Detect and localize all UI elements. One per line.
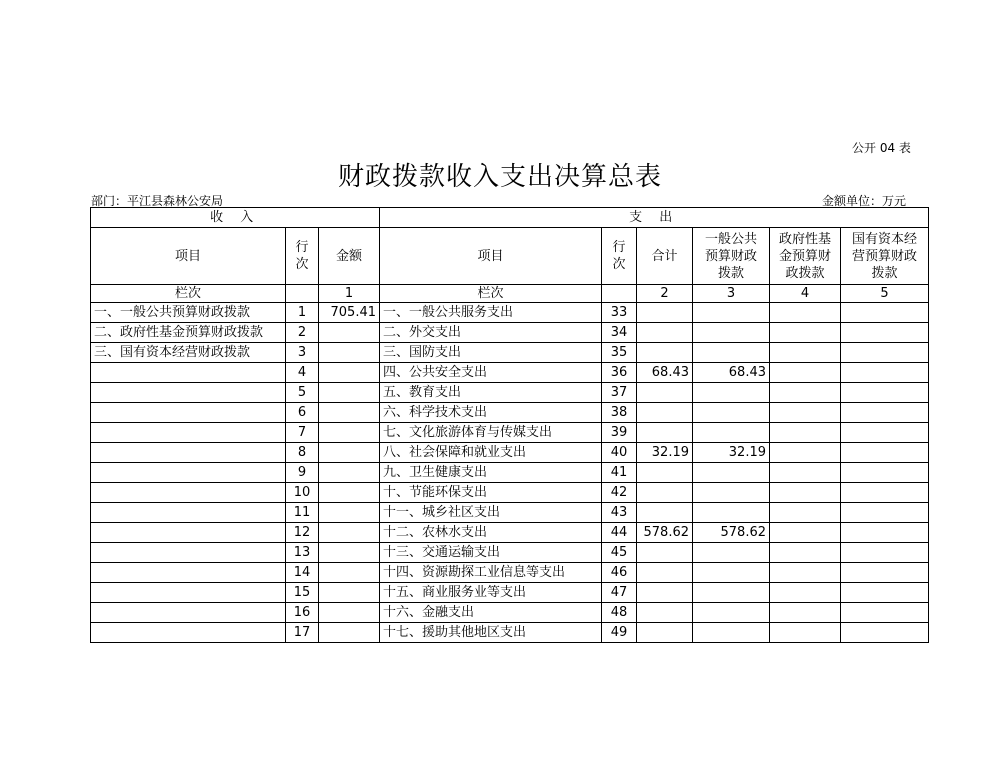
income-row-no: 15 [286, 583, 319, 603]
total-amount [637, 583, 693, 603]
state-capital-amount [841, 463, 929, 483]
page-title: 财政拨款收入支出决算总表 [337, 162, 662, 192]
expense-row-no: 33 [602, 303, 637, 323]
total-amount [637, 463, 693, 483]
expense-row-no: 47 [602, 583, 637, 603]
gov-fund-amount [770, 463, 841, 483]
gov-fund-amount [770, 603, 841, 623]
table-row [91, 483, 929, 503]
total-amount [637, 323, 693, 343]
col-num-3: 3 [693, 285, 770, 303]
gov-fund-amount [770, 423, 841, 443]
state-capital-header: 国有资本经营预算财政拨款 [841, 228, 929, 285]
income-item [91, 463, 286, 483]
expense-item: 三、国防支出 [380, 343, 602, 363]
general-budget-amount [693, 603, 770, 623]
expense-header: 支 出 [380, 208, 929, 228]
expense-row-no: 41 [602, 463, 637, 483]
state-capital-amount [841, 303, 929, 323]
total-amount [637, 403, 693, 423]
expense-row-no: 37 [602, 383, 637, 403]
table-row [91, 383, 929, 403]
income-row-no: 16 [286, 603, 319, 623]
income-row-no: 3 [286, 343, 319, 363]
income-item [91, 543, 286, 563]
income-amount [319, 423, 380, 443]
income-row-no: 6 [286, 403, 319, 423]
state-capital-amount [841, 583, 929, 603]
table-row [91, 363, 929, 383]
gov-fund-header: 政府性基金预算财政拨款 [770, 228, 841, 285]
income-row-no: 4 [286, 363, 319, 383]
gov-fund-amount [770, 543, 841, 563]
table-row [91, 323, 929, 343]
income-item [91, 503, 286, 523]
expense-row-no: 49 [602, 623, 637, 643]
column-number-row [91, 285, 929, 303]
income-row-no: 7 [286, 423, 319, 443]
income-amount [319, 343, 380, 363]
general-budget-amount [693, 563, 770, 583]
total-amount [637, 503, 693, 523]
total-amount [637, 423, 693, 443]
income-item [91, 483, 286, 503]
expense-item: 九、卫生健康支出 [380, 463, 602, 483]
income-item [91, 403, 286, 423]
income-amount [319, 443, 380, 463]
gov-fund-amount [770, 303, 841, 323]
state-capital-amount [841, 363, 929, 383]
table-row [91, 503, 929, 523]
table-body [91, 303, 929, 643]
table-row [91, 303, 929, 323]
general-budget-amount [693, 423, 770, 443]
general-budget-amount [693, 483, 770, 503]
expense-row-no-header: 行次 [602, 228, 637, 285]
income-amount [319, 403, 380, 423]
gov-fund-amount [770, 523, 841, 543]
form-number: 公开 04 表 [852, 141, 911, 155]
gov-fund-amount [770, 343, 841, 363]
gov-fund-amount [770, 403, 841, 423]
state-capital-amount [841, 543, 929, 563]
general-budget-amount [693, 463, 770, 483]
general-budget-amount [693, 323, 770, 343]
total-amount [637, 623, 693, 643]
expense-row-no: 36 [602, 363, 637, 383]
state-capital-amount [841, 523, 929, 543]
total-amount: 32.19 [637, 443, 693, 463]
gov-fund-amount [770, 383, 841, 403]
income-item: 一、一般公共预算财政拨款 [91, 303, 286, 323]
income-item [91, 423, 286, 443]
amount-header: 金额 [319, 228, 380, 285]
income-item [91, 383, 286, 403]
gov-fund-amount [770, 363, 841, 383]
total-amount [637, 603, 693, 623]
total-header: 合计 [637, 228, 693, 285]
table-row [91, 343, 929, 363]
expense-item: 七、文化旅游体育与传媒支出 [380, 423, 602, 443]
table-row [91, 623, 929, 643]
table-row [91, 523, 929, 543]
state-capital-amount [841, 383, 929, 403]
gov-fund-amount [770, 443, 841, 463]
income-item: 三、国有资本经营财政拨款 [91, 343, 286, 363]
income-amount [319, 523, 380, 543]
gov-fund-amount [770, 503, 841, 523]
state-capital-amount [841, 423, 929, 443]
expense-row-no: 35 [602, 343, 637, 363]
general-budget-amount [693, 403, 770, 423]
income-row-no: 13 [286, 543, 319, 563]
income-item [91, 583, 286, 603]
state-capital-amount [841, 403, 929, 423]
table-row [91, 543, 929, 563]
expense-row-no: 39 [602, 423, 637, 443]
table-row [91, 443, 929, 463]
total-amount [637, 343, 693, 363]
income-amount [319, 543, 380, 563]
general-budget-amount [693, 343, 770, 363]
department-label: 部门：平江县森林公安局 [91, 194, 224, 208]
expense-item: 十三、交通运输支出 [380, 543, 602, 563]
expense-item: 十七、援助其他地区支出 [380, 623, 602, 643]
state-capital-amount [841, 443, 929, 463]
table-row [91, 583, 929, 603]
expense-row-no: 40 [602, 443, 637, 463]
income-row-no-header: 行次 [286, 228, 319, 285]
unit-label: 金额单位：万元 [821, 194, 906, 208]
expense-item: 四、公共安全支出 [380, 363, 602, 383]
income-row-no: 8 [286, 443, 319, 463]
state-capital-amount [841, 603, 929, 623]
expense-row-no: 45 [602, 543, 637, 563]
income-lanci-no [286, 285, 319, 303]
income-amount [319, 503, 380, 523]
state-capital-amount [841, 343, 929, 363]
expense-item: 一、一般公共服务支出 [380, 303, 602, 323]
income-item [91, 443, 286, 463]
general-budget-amount: 32.19 [693, 443, 770, 463]
income-amount [319, 323, 380, 343]
income-row-no: 9 [286, 463, 319, 483]
table-row [91, 603, 929, 623]
income-item [91, 623, 286, 643]
col-num-1: 1 [319, 285, 380, 303]
table-row [91, 463, 929, 483]
income-amount [319, 363, 380, 383]
total-amount [637, 483, 693, 503]
income-lanci: 栏次 [91, 285, 286, 303]
gov-fund-amount [770, 623, 841, 643]
income-row-no: 10 [286, 483, 319, 503]
income-item [91, 363, 286, 383]
income-row-no: 12 [286, 523, 319, 543]
table-row [91, 563, 929, 583]
general-budget-amount: 68.43 [693, 363, 770, 383]
state-capital-amount [841, 623, 929, 643]
income-item [91, 603, 286, 623]
total-amount [637, 303, 693, 323]
income-amount [319, 483, 380, 503]
expense-item: 二、外交支出 [380, 323, 602, 343]
income-amount [319, 603, 380, 623]
income-item: 二、政府性基金预算财政拨款 [91, 323, 286, 343]
expense-item: 十一、城乡社区支出 [380, 503, 602, 523]
income-header: 收 入 [91, 208, 380, 228]
gov-fund-amount [770, 483, 841, 503]
expense-row-no: 38 [602, 403, 637, 423]
expense-row-no: 44 [602, 523, 637, 543]
total-amount [637, 383, 693, 403]
expense-row-no: 34 [602, 323, 637, 343]
general-budget-amount [693, 383, 770, 403]
income-row-no: 14 [286, 563, 319, 583]
total-amount [637, 563, 693, 583]
col-num-2: 2 [637, 285, 693, 303]
income-item [91, 523, 286, 543]
income-amount [319, 563, 380, 583]
income-amount [319, 463, 380, 483]
gov-fund-amount [770, 583, 841, 603]
expense-row-no: 46 [602, 563, 637, 583]
expense-item: 十六、金融支出 [380, 603, 602, 623]
expense-item: 十五、商业服务业等支出 [380, 583, 602, 603]
income-item [91, 563, 286, 583]
state-capital-amount [841, 483, 929, 503]
general-budget-amount [693, 583, 770, 603]
expense-item: 十四、资源勘探工业信息等支出 [380, 563, 602, 583]
expense-row-no: 42 [602, 483, 637, 503]
income-amount [319, 623, 380, 643]
total-amount [637, 543, 693, 563]
column-header-row [91, 228, 929, 285]
state-capital-amount [841, 563, 929, 583]
total-amount: 68.43 [637, 363, 693, 383]
general-budget-header: 一般公共预算财政拨款 [693, 228, 770, 285]
expense-lanci: 栏次 [380, 285, 602, 303]
expense-item: 五、教育支出 [380, 383, 602, 403]
total-amount: 578.62 [637, 523, 693, 543]
income-row-no: 5 [286, 383, 319, 403]
table-row [91, 423, 929, 443]
expense-lanci-no [602, 285, 637, 303]
table-row [91, 403, 929, 423]
income-row-no: 11 [286, 503, 319, 523]
income-row-no: 2 [286, 323, 319, 343]
state-capital-amount [841, 323, 929, 343]
expense-item: 八、社会保障和就业支出 [380, 443, 602, 463]
expense-item: 十、节能环保支出 [380, 483, 602, 503]
income-amount: 705.41 [319, 303, 380, 323]
income-item-header: 项目 [91, 228, 286, 285]
general-budget-amount [693, 503, 770, 523]
budget-table [90, 207, 929, 643]
general-budget-amount [693, 543, 770, 563]
state-capital-amount [841, 503, 929, 523]
expense-row-no: 48 [602, 603, 637, 623]
col-num-5: 5 [841, 285, 929, 303]
income-amount [319, 383, 380, 403]
section-header-row [91, 208, 929, 228]
gov-fund-amount [770, 563, 841, 583]
income-row-no: 17 [286, 623, 319, 643]
general-budget-amount [693, 303, 770, 323]
general-budget-amount [693, 623, 770, 643]
income-row-no: 1 [286, 303, 319, 323]
gov-fund-amount [770, 323, 841, 343]
col-num-4: 4 [770, 285, 841, 303]
expense-item: 十二、农林水支出 [380, 523, 602, 543]
expense-row-no: 43 [602, 503, 637, 523]
expense-item-header: 项目 [380, 228, 602, 285]
general-budget-amount: 578.62 [693, 523, 770, 543]
expense-item: 六、科学技术支出 [380, 403, 602, 423]
income-amount [319, 583, 380, 603]
